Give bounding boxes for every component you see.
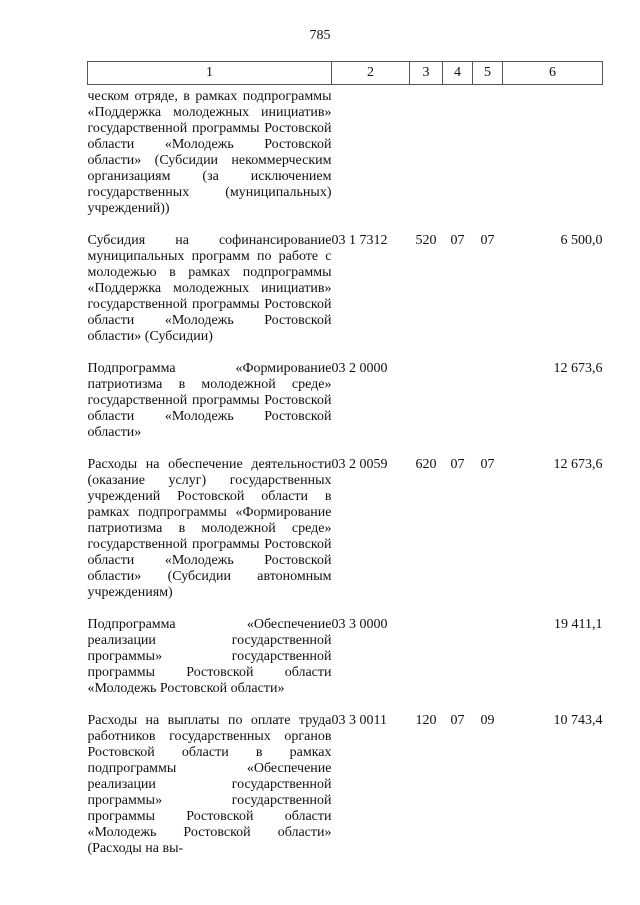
- row-expense-type: [410, 85, 443, 234]
- row-description: Расходы на выплаты по оплате труда работников государственных органов Ростовской области в рамках подпрограммы «Обеспечение реализации государственной программы» государственной программы Ростовской области «Молодежь Ростовской области» (Расходы на вы-: [87, 713, 332, 856]
- row-amount: [503, 85, 603, 234]
- row-code: [332, 85, 410, 234]
- row-subsection: [473, 85, 503, 234]
- row-subsection: [473, 361, 503, 457]
- row-section: [443, 361, 473, 457]
- budget-table: [87, 61, 603, 873]
- table-row: [88, 361, 603, 457]
- row-section: [443, 85, 473, 234]
- row-section: [443, 617, 473, 713]
- column-header: 6: [503, 62, 603, 85]
- row-subsection: 07: [480, 233, 495, 248]
- table-row: [88, 85, 603, 234]
- row-code: 03 2 0059: [331, 457, 388, 472]
- row-amount: 10 743,4: [553, 713, 603, 728]
- row-amount: 19 411,1: [554, 617, 603, 632]
- row-code: 03 2 0000: [331, 361, 388, 376]
- row-description: Подпрограмма «Формирование патриотизма в молодежной среде» государственной программы Ростовской области «Молодежь Ростовской области»: [87, 361, 332, 440]
- row-section: 07: [450, 713, 465, 728]
- row-expense-type: [410, 361, 443, 457]
- row-expense-type: 520: [415, 233, 437, 248]
- row-description: Расходы на обеспечение деятельности (оказание услуг) государственных учреждений Ростовской области в рамках подпрограммы «Формирование патриотизма в молодежной среде» государственной программы Ростовской области «Молодежь Ростовской области» (Субсидии автономным учреждениям): [87, 457, 332, 600]
- table-row: [88, 617, 603, 713]
- row-code: 03 1 7312: [331, 233, 388, 248]
- row-section: 07: [450, 457, 465, 472]
- row-description: ческом отряде, в рамках подпрограммы «Поддержка молодежных инициатив» государственной программы Ростовской области «Молодежь Ростовской области» (Субсидии некоммерческим организациям (за исключением государственных (муниципальных) учреждений)): [87, 89, 332, 216]
- row-amount: 12 673,6: [553, 457, 603, 472]
- column-header: 5: [473, 62, 503, 85]
- row-code: 03 3 0011: [331, 713, 387, 728]
- row-expense-type: 120: [415, 713, 437, 728]
- row-description: Субсидия на софинансирование муниципальных программ по работе с молодежью в рамках подпрограммы «Поддержка молодежных инициатив» государственной программы Ростовской области «Молодежь Ростовской области» (Субсидии): [87, 233, 332, 344]
- row-subsection: [473, 617, 503, 713]
- row-subsection: 07: [480, 457, 495, 472]
- column-header-row: [88, 62, 603, 85]
- page-number: 785: [309, 28, 331, 43]
- column-header: 1: [88, 62, 332, 85]
- column-header: 3: [410, 62, 443, 85]
- table-row: [88, 713, 603, 873]
- row-section: 07: [450, 233, 465, 248]
- column-header: 2: [332, 62, 410, 85]
- table-row: [88, 233, 603, 361]
- row-subsection: 09: [480, 713, 495, 728]
- row-expense-type: 620: [415, 457, 437, 472]
- row-code: 03 3 0000: [331, 617, 388, 632]
- row-expense-type: [410, 617, 443, 713]
- table-row: [88, 457, 603, 617]
- row-amount: 6 500,0: [560, 233, 603, 248]
- row-amount: 12 673,6: [553, 361, 603, 376]
- column-header: 4: [443, 62, 473, 85]
- row-description: Подпрограмма «Обеспечение реализации государственной программы» государственной программы Ростовской области «Молодежь Ростовской области»: [87, 617, 332, 696]
